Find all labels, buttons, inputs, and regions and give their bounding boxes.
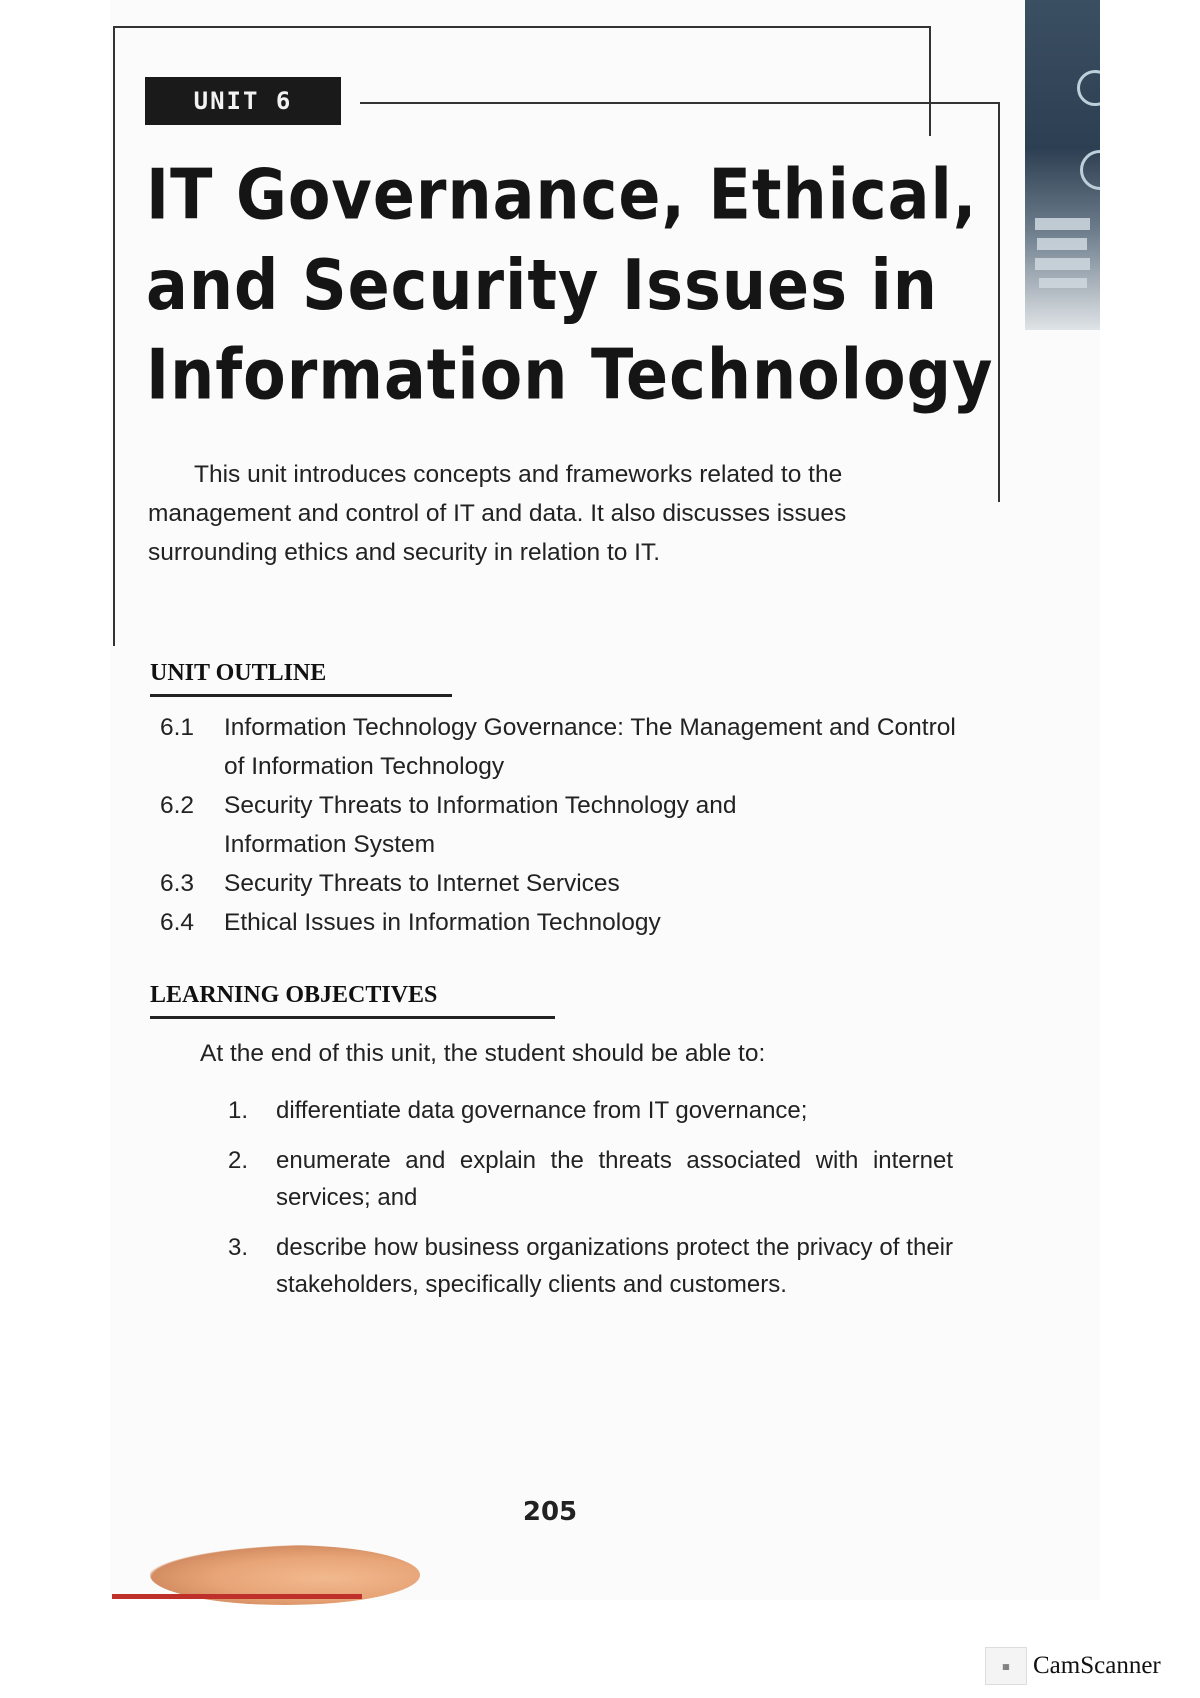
unit-outline-list: [160, 708, 960, 942]
outline-text: Security Threats to Internet Services: [224, 870, 620, 897]
unit-outline-heading: UNIT OUTLINE: [150, 660, 327, 686]
outline-text: Information Technology Governance: The Management and Control of Information Technology: [224, 714, 956, 780]
objective-item: [228, 1092, 953, 1129]
page-number: 205: [522, 1497, 578, 1527]
frame-line: [113, 26, 931, 28]
heading-underline: [150, 694, 452, 697]
outline-number: 6.3: [160, 870, 195, 897]
objective-number: 3.: [228, 1234, 249, 1261]
title-line: Information Technology: [146, 333, 994, 416]
camscanner-watermark: [985, 1648, 1161, 1684]
objective-number: 2.: [228, 1147, 249, 1174]
objective-text: differentiate data governance from IT governance;: [276, 1097, 808, 1124]
objective-text: describe how business organizations protect the privacy of their stakeholders, specifically clients and customers.: [276, 1234, 953, 1298]
objective-item: [228, 1142, 953, 1216]
objectives-lead: At the end of this unit, the student should be able to:: [200, 1040, 766, 1067]
objective-item: [228, 1229, 953, 1303]
page-edge-artifact: [112, 1594, 362, 1599]
circuit-board-image: [1025, 0, 1100, 330]
outline-text: Security Threats to Information Technology and Information System: [224, 792, 737, 858]
unit-title: [146, 150, 994, 421]
heading-underline: [150, 1016, 555, 1019]
frame-line: [998, 102, 1000, 502]
outline-item: [160, 903, 960, 942]
outline-text: Ethical Issues in Information Technology: [224, 909, 661, 936]
frame-line: [929, 26, 931, 136]
watermark-text: CamScanner: [1033, 1652, 1161, 1679]
learning-objectives-heading: LEARNING OBJECTIVES: [150, 982, 438, 1008]
objectives-list: [228, 1092, 953, 1316]
outline-item: [160, 708, 960, 786]
outline-number: 6.2: [160, 792, 195, 819]
header-rule: [360, 102, 1000, 104]
title-line: and Security Issues in: [146, 243, 938, 326]
unit-introduction: This unit introduces concepts and frameworks related to the management and control of IT and data. It also discusses issues surrounding ethics and security in relation to IT.: [148, 461, 847, 566]
frame-line: [113, 26, 115, 646]
objective-text: enumerate and explain the threats associated with internet services; and: [276, 1147, 953, 1211]
outline-item: [160, 786, 960, 864]
outline-number: 6.1: [160, 714, 195, 741]
outline-item: [160, 864, 960, 903]
title-line: IT Governance, Ethical,: [146, 153, 978, 236]
camscanner-logo-icon: ▦: [985, 1647, 1027, 1685]
objective-number: 1.: [228, 1097, 249, 1124]
outline-number: 6.4: [160, 909, 195, 936]
unit-badge: UNIT 6: [145, 77, 341, 125]
